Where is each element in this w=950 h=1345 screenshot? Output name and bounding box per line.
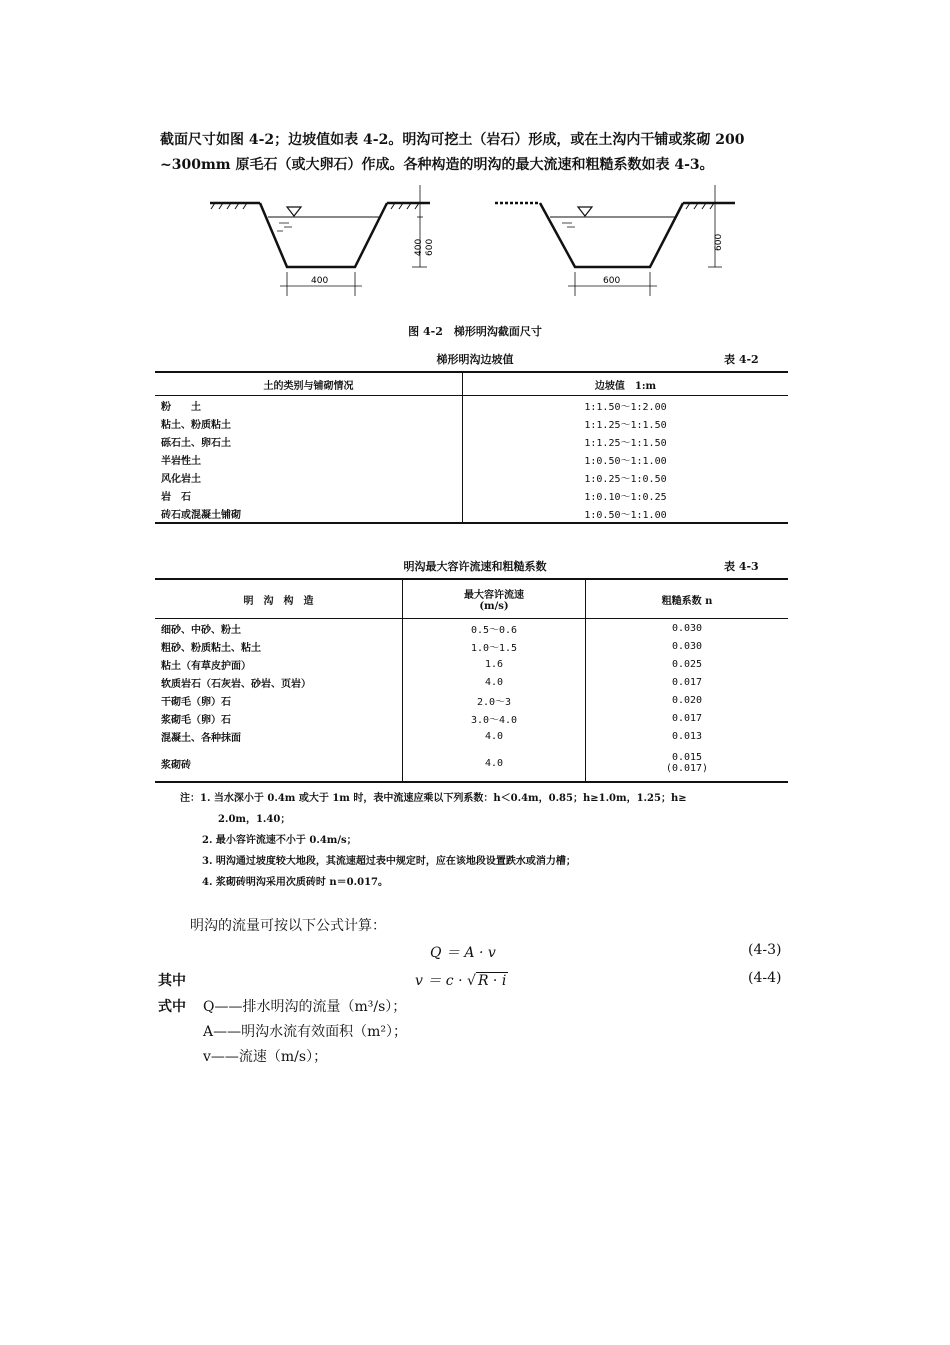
table2-header-slope: 边坡值 1:m: [463, 372, 789, 396]
table-cell: [586, 745, 789, 782]
table3-header-roughness: 粗糙系数 n: [586, 579, 789, 619]
table-cell: 0.017: [671, 676, 703, 688]
note-2: 2. 最小容许流速不小于 0.4m/s；: [202, 835, 357, 846]
table-cell: 1.6: [403, 655, 586, 673]
table2-number: 表 4-2: [724, 353, 759, 366]
table-cell: 1:1.50～1:2.00: [584, 401, 667, 413]
table3-number: 表 4-3: [724, 560, 759, 573]
table3-header-speed: [403, 579, 586, 619]
table-cell: 1:0.25～1:0.50: [584, 473, 667, 485]
figure-caption: 图 4-2 梯形明沟截面尺寸: [408, 325, 542, 338]
table-cell: 细砂、中砂、粉土: [155, 619, 403, 638]
table-cell: 1:0.10～1:0.25: [584, 491, 667, 503]
slope-table: [155, 371, 788, 524]
table-cell: 1:1.25～1:1.50: [584, 437, 667, 449]
table-cell: 0.025: [671, 658, 703, 670]
definition-a: A——明沟水流有效面积（m²）；: [203, 1024, 407, 1040]
header-speed-unit: (m/s): [479, 601, 509, 612]
table-cell: 岩 石: [155, 486, 463, 504]
note-1: 注：1. 当水深小于 0.4m 或大于 1m 时，表中流速应乘以下列系数：h＜0.4m，0.85；h≥1.0m，1.25；h≥: [180, 793, 687, 804]
roughness-alt-value: (0.017): [665, 763, 709, 774]
dim-left-inner: 400: [414, 238, 424, 256]
dim-right-depth: 600: [714, 233, 724, 251]
table-cell: 砖石或混凝土铺砌: [155, 504, 463, 523]
table-cell: 砾石土、卵石土: [155, 432, 463, 450]
equation-4-4: [415, 970, 508, 990]
table-cell: 粘土、粉质粘土: [155, 414, 463, 432]
table-cell: 0.013: [671, 730, 703, 742]
table-cell: 3.0～4.0: [403, 709, 586, 727]
equation-4-4-radicand: R · i: [477, 973, 507, 989]
definitions-label: 式中: [158, 999, 186, 1015]
table-cell: 4.0: [403, 727, 586, 745]
dim-left-outer: 600: [425, 238, 435, 256]
table-cell: 粘土（有草皮护面）: [155, 655, 403, 673]
table-cell: 浆砌砖: [155, 745, 403, 782]
table-cell: 半岩性土: [155, 450, 463, 468]
note-4: 4. 浆砌砖明沟采用次质砖时 n＝0.017。: [202, 877, 388, 888]
note-1-cont: 2.0m，1.40；: [218, 814, 291, 825]
note-3: 3. 明沟通过坡度较大地段，其流速超过表中规定时，应在该地段设置跌水或消力槽；: [202, 856, 576, 867]
table-row: [155, 727, 788, 745]
table-row: [155, 655, 788, 673]
table-cell: 风化岩土: [155, 468, 463, 486]
table-cell: 混凝土、各种抹面: [155, 727, 403, 745]
table3-header-structure: 明 沟 构 造: [155, 579, 403, 619]
intro-line-1: 截面尺寸如图 4-2；边坡值如表 4-2。明沟可挖土（岩石）形成，或在土沟内干铺或浆砌 200: [160, 132, 745, 148]
table-row: [155, 414, 788, 432]
table-cell: 1.0～1.5: [403, 637, 586, 655]
table-cell: 1:1.25～1:1.50: [584, 419, 667, 431]
table-row: [155, 450, 788, 468]
table-row: [155, 637, 788, 655]
table-cell: 0.017: [671, 712, 703, 724]
table-cell: 2.0～3: [403, 691, 586, 709]
table-row: [155, 745, 788, 782]
table-cell: 0.020: [671, 694, 703, 706]
table-row: [155, 619, 788, 638]
table-row: [155, 468, 788, 486]
table-cell: 4.0: [403, 673, 586, 691]
table-row: [155, 486, 788, 504]
table-row: [155, 673, 788, 691]
table-row: [155, 709, 788, 727]
equation-4-3: Q ＝ A · v: [430, 945, 496, 961]
table-cell: 干砌毛（卵）石: [155, 691, 403, 709]
equation-4-4-left: v ＝ c ·: [415, 973, 468, 989]
table-cell: 4.0: [403, 745, 586, 782]
table-cell: 粗砂、粉质粘土、粘土: [155, 637, 403, 655]
equation-number-4-3: (4-3): [748, 942, 782, 958]
table-row: [155, 504, 788, 523]
table-cell: 0.5～0.6: [403, 619, 586, 638]
header-speed-line1: 最大容许流速: [464, 590, 524, 601]
where-label: 其中: [158, 973, 186, 989]
table-cell: 0.030: [671, 622, 703, 634]
table-notes: [180, 788, 687, 893]
sqrt-icon: √: [467, 973, 476, 989]
dim-right-bottom: 600: [603, 276, 621, 286]
table-row: [155, 396, 788, 415]
definition-v: v——流速（m/s）；: [203, 1049, 328, 1065]
definition-q: Q——排水明沟的流量（m³/s）；: [203, 999, 407, 1015]
velocity-table: [155, 578, 788, 783]
dim-left-bottom: 400: [311, 276, 329, 286]
intro-line-2: ~300mm 原毛石（或大卵石）作成。各种构造的明沟的最大流速和粗糙系数如表 4-3。: [160, 157, 714, 173]
equation-number-4-4: (4-4): [748, 970, 782, 986]
intro-paragraph: [160, 128, 800, 178]
formula-intro: 明沟的流量可按以下公式计算：: [190, 918, 386, 934]
table-cell: 1:0.50～1:1.00: [584, 455, 667, 467]
table2-header-soil: 土的类别与铺砌情况: [155, 372, 463, 396]
table3-title: 明沟最大容许流速和粗糙系数: [403, 560, 547, 573]
table-cell: 1:0.50～1:1.00: [584, 509, 667, 521]
table-row: [155, 432, 788, 450]
table-cell: 浆砌毛（卵）石: [155, 709, 403, 727]
table-cell: 粉 土: [155, 396, 463, 415]
table2-title: 梯形明沟边坡值: [436, 353, 514, 366]
table-row: [155, 691, 788, 709]
roughness-value: 0.015: [671, 752, 703, 763]
table-cell: 软质岩石（石灰岩、砂岩、页岩）: [155, 673, 403, 691]
trapezoid-ditch-figure: [205, 180, 765, 320]
table-cell: 0.030: [671, 640, 703, 652]
